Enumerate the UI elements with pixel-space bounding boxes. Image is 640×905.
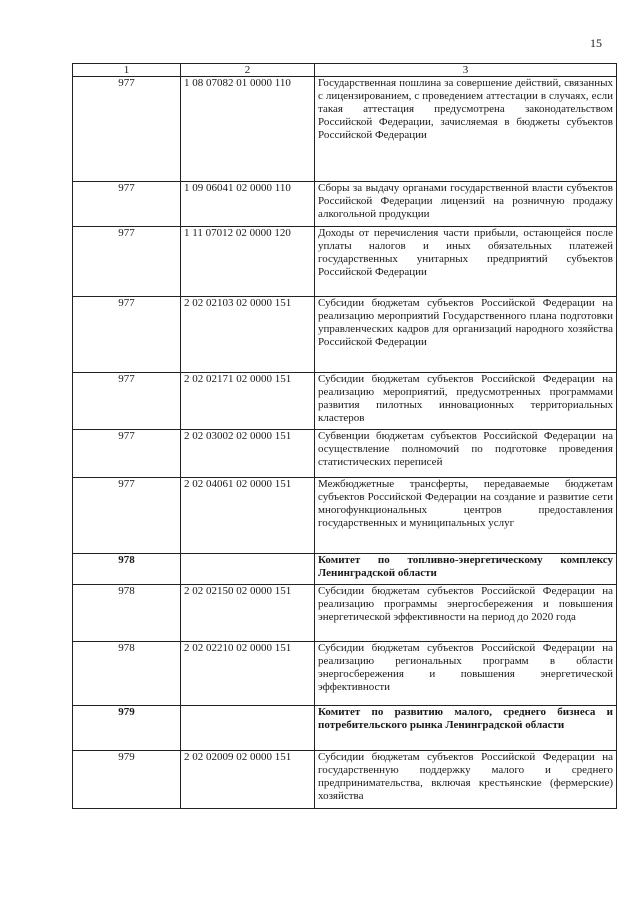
revenue-name-cell: Субсидии бюджетам субъектов Российской Федерации на реализацию мероприятий, предусмотренных программами развития пилотных инновационных территориальных кластеров	[315, 373, 617, 430]
budget-code-cell: 2 02 02150 02 0000 151	[181, 585, 315, 642]
admin-code-cell: 977	[73, 77, 181, 182]
department-name-cell: Комитет по развитию малого, среднего бизнеса и потребительского рынка Ленинградской области	[315, 706, 617, 751]
budget-code-cell: 1 11 07012 02 0000 120	[181, 227, 315, 297]
budget-code-cell	[181, 706, 315, 751]
revenue-name-cell: Межбюджетные трансферты, передаваемые бюджетам субъектов Российской Федерации на создание и развитие сети многофункциональных центров предоставления государственных и муниципальных услуг	[315, 478, 617, 554]
table-row	[73, 227, 617, 297]
budget-code-cell: 2 02 02210 02 0000 151	[181, 642, 315, 706]
admin-code-cell: 978	[73, 642, 181, 706]
admin-code-cell: 979	[73, 751, 181, 809]
revenue-name-cell: Государственная пошлина за совершение действий, связанных с лицензированием, с проведением аттестации в случаях, если такая аттестация предусмотрена законодательством Российской Федерации, зачисляемая в бюджеты субъектов Российской Федерации	[315, 77, 617, 182]
revenue-name-cell: Субсидии бюджетам субъектов Российской Федерации на реализацию мероприятий Государственного плана подготовки управленческих кадров для организаций народного хозяйства Российской Федерации	[315, 297, 617, 373]
table-row	[73, 585, 617, 642]
budget-code-cell: 2 02 03002 02 0000 151	[181, 430, 315, 478]
column-header-3: 3	[315, 64, 617, 77]
department-row	[73, 554, 617, 585]
table-row	[73, 430, 617, 478]
revenue-name-cell: Субсидии бюджетам субъектов Российской Федерации на реализацию региональных программ в области энергосбережения и повышения энергетической эффективности	[315, 642, 617, 706]
department-row	[73, 706, 617, 751]
revenue-name-cell: Субвенции бюджетам субъектов Российской Федерации на осуществление полномочий по подготовке проведения статистических переписей	[315, 430, 617, 478]
admin-code-cell: 978	[73, 554, 181, 585]
budget-code-cell: 2 02 04061 02 0000 151	[181, 478, 315, 554]
budget-code-cell: 2 02 02171 02 0000 151	[181, 373, 315, 430]
revenue-name-cell: Субсидии бюджетам субъектов Российской Федерации на государственную поддержку малого и среднего предпринимательства, включая крестьянские (фермерские) хозяйства	[315, 751, 617, 809]
page-number: 15	[590, 36, 602, 50]
admin-code-cell: 977	[73, 478, 181, 554]
revenue-codes-table	[72, 63, 617, 809]
table-row	[73, 642, 617, 706]
column-header-1: 1	[73, 64, 181, 77]
budget-code-cell	[181, 554, 315, 585]
admin-code-cell: 979	[73, 706, 181, 751]
admin-code-cell: 977	[73, 297, 181, 373]
table-row	[73, 478, 617, 554]
revenue-name-cell: Сборы за выдачу органами государственной власти субъектов Российской Федерации лицензий на розничную продажу алкогольной продукции	[315, 182, 617, 227]
department-name-cell: Комитет по топливно-энергетическому комплексу Ленинградской области	[315, 554, 617, 585]
revenue-name-cell: Субсидии бюджетам субъектов Российской Федерации на реализацию программы энергосбережения и повышения энергетической эффективности на период до 2020 года	[315, 585, 617, 642]
budget-code-cell: 2 02 02103 02 0000 151	[181, 297, 315, 373]
table-row	[73, 751, 617, 809]
table-row	[73, 77, 617, 182]
admin-code-cell: 978	[73, 585, 181, 642]
budget-code-cell: 2 02 02009 02 0000 151	[181, 751, 315, 809]
column-header-2: 2	[181, 64, 315, 77]
table-row	[73, 297, 617, 373]
table-row	[73, 182, 617, 227]
revenue-name-cell: Доходы от перечисления части прибыли, остающейся после уплаты налогов и иных обязательных платежей государственных унитарных предприятий субъектов Российской Федерации	[315, 227, 617, 297]
admin-code-cell: 977	[73, 373, 181, 430]
budget-code-cell: 1 08 07082 01 0000 110	[181, 77, 315, 182]
admin-code-cell: 977	[73, 430, 181, 478]
admin-code-cell: 977	[73, 227, 181, 297]
budget-code-cell: 1 09 06041 02 0000 110	[181, 182, 315, 227]
table-row	[73, 373, 617, 430]
admin-code-cell: 977	[73, 182, 181, 227]
table-header-row	[73, 64, 617, 77]
